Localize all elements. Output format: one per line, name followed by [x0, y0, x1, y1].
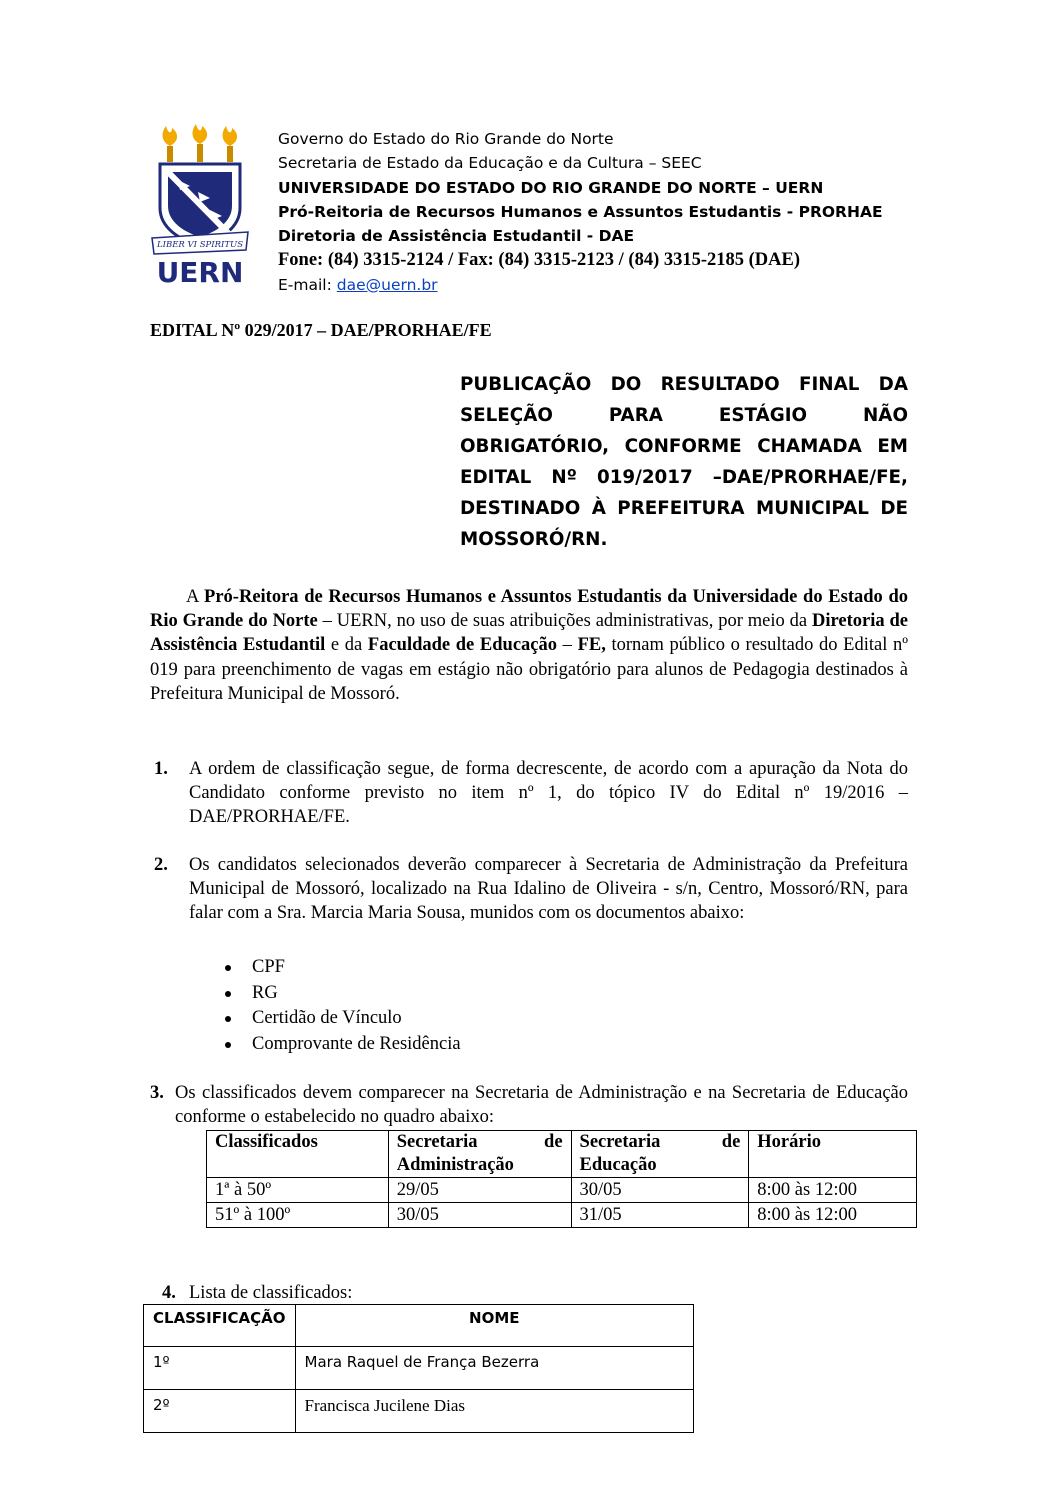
intro-bold: Diretoria de Assistência Estudantil: [150, 611, 908, 656]
letterhead-line: Secretaria de Estado da Educação e da Cultura – SEEC: [278, 154, 702, 173]
item-number: 1.: [154, 759, 168, 779]
item-text: Os candidatos selecionados deverão comparecer à Secretaria de Administração da Prefeitura Municipal de Mossoró, localizado na Rua Idalino de Oliveira - s/n, Centro, Mossoró/RN, para falar com a Sra. Marcia Maria Sousa, munidos com os documentos abaixo:: [189, 855, 908, 924]
header-text: Administração: [396, 1155, 514, 1175]
intro-bold: Faculdade de Educação: [367, 635, 558, 656]
item-text: A ordem de classificação segue, de forma decrescente, de acordo com a apuração da Nota do Candidato conforme previsto no item nº 1, do tópico IV do Edital nº 19/2016 – DAE/PRORHAE/FE.: [189, 759, 908, 828]
table-cell: 1ª à 50º: [207, 1178, 389, 1203]
logo-motto: LIBER VI SPIRITUS: [156, 240, 244, 250]
table-row: [144, 1390, 694, 1433]
list-item: [154, 757, 908, 830]
list-item: [222, 1006, 461, 1032]
list-item: [222, 981, 461, 1007]
table-cell: 8:00 às 12:00: [749, 1178, 917, 1203]
table-cell: 30/05: [388, 1203, 571, 1228]
intro-paragraph: [150, 585, 908, 706]
schedule-table: [206, 1130, 917, 1228]
list-item: [222, 1032, 461, 1058]
header-cell: Classificados: [207, 1131, 389, 1178]
torch-icon: [193, 124, 208, 162]
header-cell: [571, 1131, 749, 1178]
letterhead-line: Diretoria de Assistência Estudantil - DAE: [278, 227, 635, 246]
table-header-row: [144, 1305, 694, 1347]
header-text: Secretaria: [396, 1132, 478, 1152]
email-link[interactable]: dae@uern.br: [336, 275, 438, 294]
header-cell: CLASSIFICAÇÃO: [144, 1305, 296, 1347]
header-cell: [388, 1131, 571, 1178]
intro-bold: FE,: [577, 635, 606, 656]
intro-bold: Pró-Reitora de Recursos Humanos e Assuntos Estudantis da Universidade do Estado do Rio Grande do Norte: [150, 587, 908, 632]
letterhead-line: Governo do Estado do Rio Grande do Norte: [278, 130, 614, 148]
intro-text: –: [557, 635, 578, 656]
header-text: de: [721, 1132, 741, 1152]
email-line: [278, 273, 918, 297]
list-item: [222, 955, 461, 981]
item-number: 2.: [154, 855, 168, 875]
list-item: [150, 1081, 908, 1129]
logo-acronym: UERN: [156, 256, 244, 287]
letterhead-line: Pró-Reitoria de Recursos Humanos e Assuntos Estudantis - PRORHAE: [278, 202, 883, 221]
document-label: RG: [252, 982, 278, 1003]
bullet-icon: [225, 1042, 231, 1048]
publication-title: PUBLICAÇÃO DO RESULTADO FINAL DA SELEÇÃO PARA ESTÁGIO NÃO OBRIGATÓRIO, CONFORME CHAMADA EM EDITAL Nº 019/2017 –DAE/PRORHAE/FE, DESTINADO À PREFEITURA MUNICIPAL DE MOSSORÓ/RN.: [460, 374, 908, 550]
bullet-icon: [225, 991, 231, 997]
table-cell: Francisca Jucilene Dias: [295, 1390, 693, 1433]
table-cell: 31/05: [571, 1203, 749, 1228]
table-cell: 30/05: [571, 1178, 749, 1203]
classified-table: [143, 1304, 694, 1433]
list-item: [154, 853, 908, 926]
intro-text: – UERN, no uso de suas atribuições administrativas, por meio da: [317, 611, 813, 632]
item-text-content: Os classificados devem comparecer na Secretaria de Administração e na Secretaria de Educação conforme o estabelecido no quadro abaixo:: [175, 1083, 908, 1128]
document-label: Certidão de Vínculo: [252, 1008, 402, 1029]
torch-icon: [163, 126, 178, 162]
table-row: [207, 1178, 917, 1203]
phone-line: Fone: (84) 3315-2124 / Fax: (84) 3315-2123 / (84) 3315-2185 (DAE): [278, 250, 801, 271]
table-cell: 8:00 às 12:00: [749, 1203, 917, 1228]
table-cell: 2º: [144, 1390, 296, 1433]
bullet-icon: [225, 1016, 231, 1022]
letterhead: [278, 127, 918, 297]
table-row: [144, 1347, 694, 1390]
letterhead-line: UNIVERSIDADE DO ESTADO DO RIO GRANDE DO NORTE – UERN: [278, 178, 824, 197]
table-cell: 1º: [144, 1347, 296, 1390]
header-text: Secretaria: [579, 1132, 661, 1152]
item-number: 4.: [162, 1283, 176, 1303]
documents-list: [222, 955, 461, 1058]
uern-logo: [150, 122, 250, 287]
bullet-icon: [225, 965, 231, 971]
table-cell: Mara Raquel de França Bezerra: [295, 1347, 693, 1390]
item-number: 3.: [150, 1083, 164, 1103]
email-label: E-mail:: [278, 275, 337, 294]
table-row: [207, 1203, 917, 1228]
intro-text: e da: [325, 635, 368, 656]
header-cell: NOME: [295, 1305, 693, 1347]
item-text: [175, 1081, 908, 1129]
list-item: [162, 1281, 908, 1305]
document-label: CPF: [252, 957, 285, 977]
header-text: de: [544, 1132, 563, 1152]
item-text: Lista de classificados:: [189, 1283, 353, 1303]
header-text: Educação: [579, 1155, 657, 1175]
document-label: Comprovante de Residência: [252, 1034, 461, 1055]
table-cell: 29/05: [388, 1178, 571, 1203]
table-cell: 51º à 100º: [207, 1203, 389, 1228]
torch-icon: [223, 126, 238, 162]
edital-number: EDITAL Nº 029/2017 – DAE/PRORHAE/FE: [150, 320, 492, 340]
intro-text: A: [186, 587, 205, 607]
table-header-row: [207, 1131, 917, 1178]
intro-text: tornam público o resultado do Edital nº 019 para preenchimento de vagas em estágio não obrigatório para alunos de Pedagogia destinados à Prefeitura Municipal de Mossoró.: [150, 635, 908, 704]
header-cell: Horário: [749, 1131, 917, 1178]
